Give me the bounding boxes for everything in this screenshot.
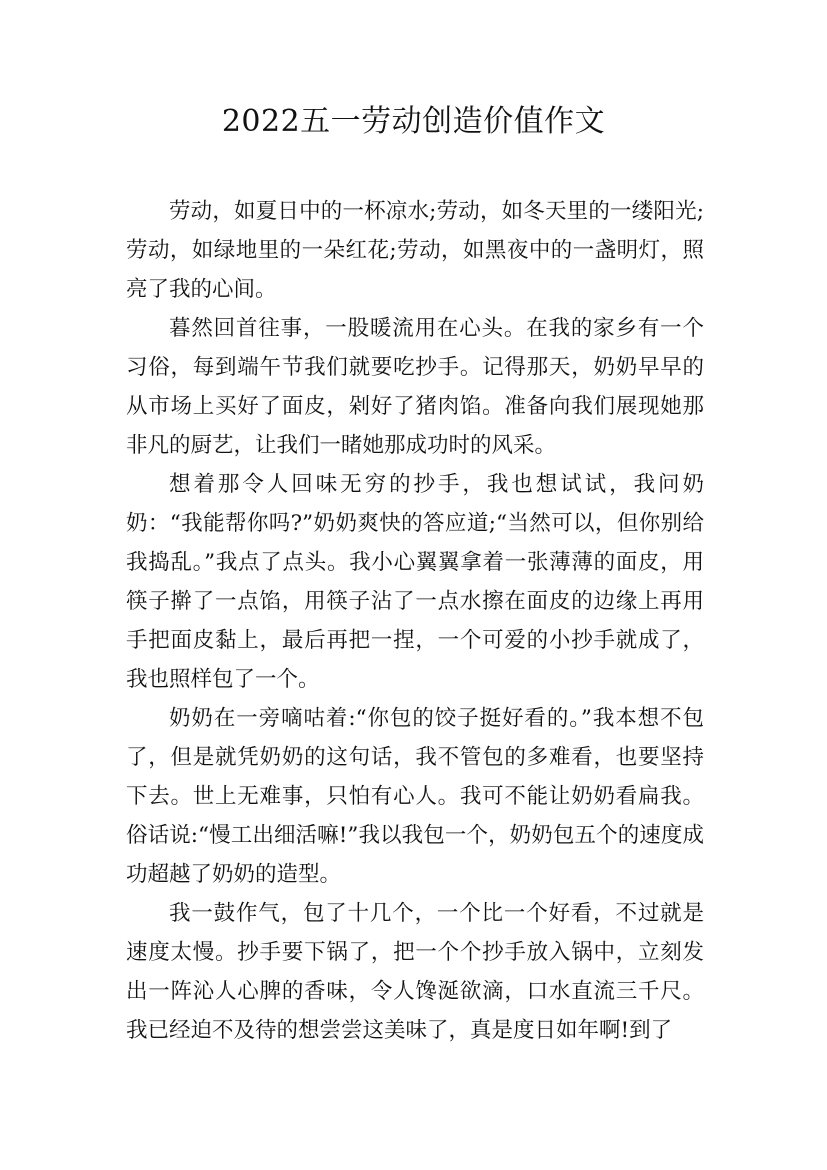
paragraph-3: 想着那令人回味无穷的抄手，我也想试试，我问奶奶：“我能帮你吗?”奶奶爽快的答应道;“当然可以，但你别给我捣乱。”我点了点头。我小心翼翼拿着一张薄薄的面皮，用筷子擀了一点馅，用筷子沾了一点水擦在面皮的边缘上再用手把面皮黏上，最后再把一捏，一个可爱的小抄手就成了，我也照样包了一个。 [126,472,704,692]
paragraph-2: 暮然回首往事，一股暖流用在心头。在我的家乡有一个习俗，每到端午节我们就要吃抄手。记得那天，奶奶早早的从市场上买好了面皮，剁好了猪肉馅。准备向我们展现她那非凡的厨艺，让我们一睹她那成功时的风采。 [126,316,704,458]
paragraph-4: 奶奶在一旁嘀咕着:“你包的饺子挺好看的。”我本想不包了，但是就凭奶奶的这句话，我不管包的多难看，也要坚持下去。世上无难事，只怕有心人。我可不能让奶奶看扁我。俗话说:“慢工出细活嘛!”我以我包一个，奶奶包五个的速度成功超越了奶奶的造型。 [126,706,704,887]
paragraph-1: 劳动，如夏日中的一杯凉水;劳动，如冬天里的一缕阳光;劳动，如绿地里的一朵红花;劳动，如黑夜中的一盏明灯，照亮了我的心间。 [126,199,704,302]
paragraph-5: 我一鼓作气，包了十几个，一个比一个好看，不过就是速度太慢。抄手要下锅了，把一个个抄手放入锅中，立刻发出一阵沁人心脾的香味，令人馋涎欲滴，口水直流三千尺。我已经迫不及待的想尝尝这美味了，真是度日如年啊!到了 [126,901,704,1043]
article-body [126,192,704,1050]
page-title: 2022五一劳动创造价值作文 [221,104,606,139]
